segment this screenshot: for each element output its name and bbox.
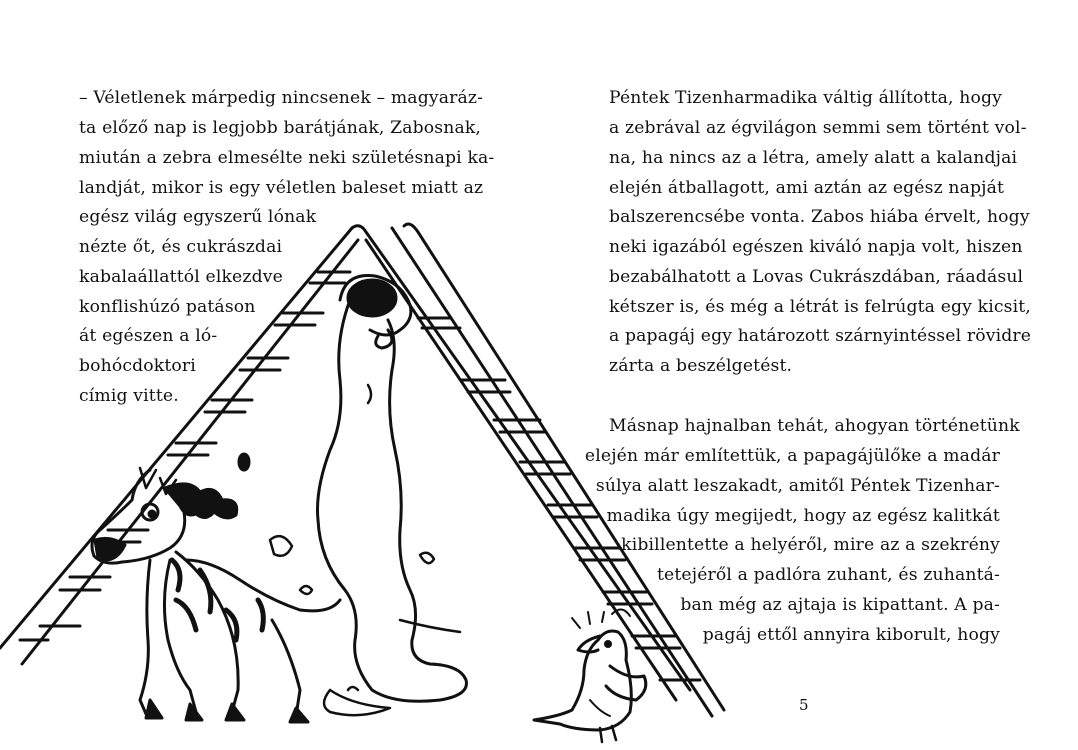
text-line: Másnap hajnalban tehát, ahogyan történetünk <box>609 416 1020 436</box>
text-line: na, ha nincs az a létra, amely alatt a kalandjai <box>609 148 1018 168</box>
text-line: elején már említettük, a papagájülőke a madár <box>584 446 1000 466</box>
text-line: ban még az ajtaja is kipattant. A pa- <box>680 595 1000 615</box>
text-line: a papagáj egy határozott szárnyintéssel rövidre <box>609 326 1032 346</box>
text-line: át egészen a ló- <box>79 326 218 346</box>
text-line: Péntek Tizenharmadika váltig állította, hogy <box>609 88 1002 108</box>
spilled-paint <box>239 300 466 715</box>
text-line: tetejéről a padlóra zuhant, és zuhantá- <box>656 565 1000 585</box>
text-line: bohócdoktori <box>79 356 196 376</box>
text-line: egész világ egyszerű lónak <box>79 207 317 227</box>
text-line: – Véletlenek márpedig nincsenek – magyaráz- <box>79 88 484 108</box>
text-line: bezabálhatott a Lovas Cukrászdában, ráadásul <box>609 267 1024 287</box>
text-line: konflishúzó patáson <box>79 297 256 317</box>
text-line: súlya alatt leszakadt, amitől Péntek Tizenhar- <box>595 476 1000 496</box>
text-line: kibillentette a helyéről, mire az a szekrény <box>621 535 1000 555</box>
text-line: madika úgy megijedt, hogy az egész kalitkát <box>606 506 1000 526</box>
text-line: címig vitte. <box>79 386 179 406</box>
page-number: 5 <box>799 696 809 714</box>
text-line: pagáj ettől annyira kiborult, hogy <box>702 625 1000 645</box>
text-line: kabalaállattól elkezdve <box>79 267 283 287</box>
paint-can <box>340 276 411 349</box>
text-line: zárta a beszélgetést. <box>609 356 793 376</box>
text-line: kétszer is, és még a létrát is felrúgta egy kicsit, <box>609 297 1031 317</box>
text-line: a zebrával az égvilágon semmi sem történt vol- <box>609 118 1027 138</box>
text-line: balszerencsébe vonta. Zabos hiába érvelt, hogy <box>609 207 1030 227</box>
text-line: miután a zebra elmesélte neki születésnapi ka- <box>79 148 495 168</box>
text-line: ta előző nap is legjobb barátjának, Zabosnak, <box>79 118 482 138</box>
text-line: landját, mikor is egy véletlen baleset miatt az <box>79 178 484 198</box>
text-line: elején átballagott, ami aztán az egész napját <box>609 178 1005 198</box>
text-line: neki igazából egészen kiváló napja volt, hiszen <box>609 237 1023 257</box>
text-line: nézte őt, és cukrászdai <box>79 237 283 257</box>
zebra <box>92 468 340 722</box>
